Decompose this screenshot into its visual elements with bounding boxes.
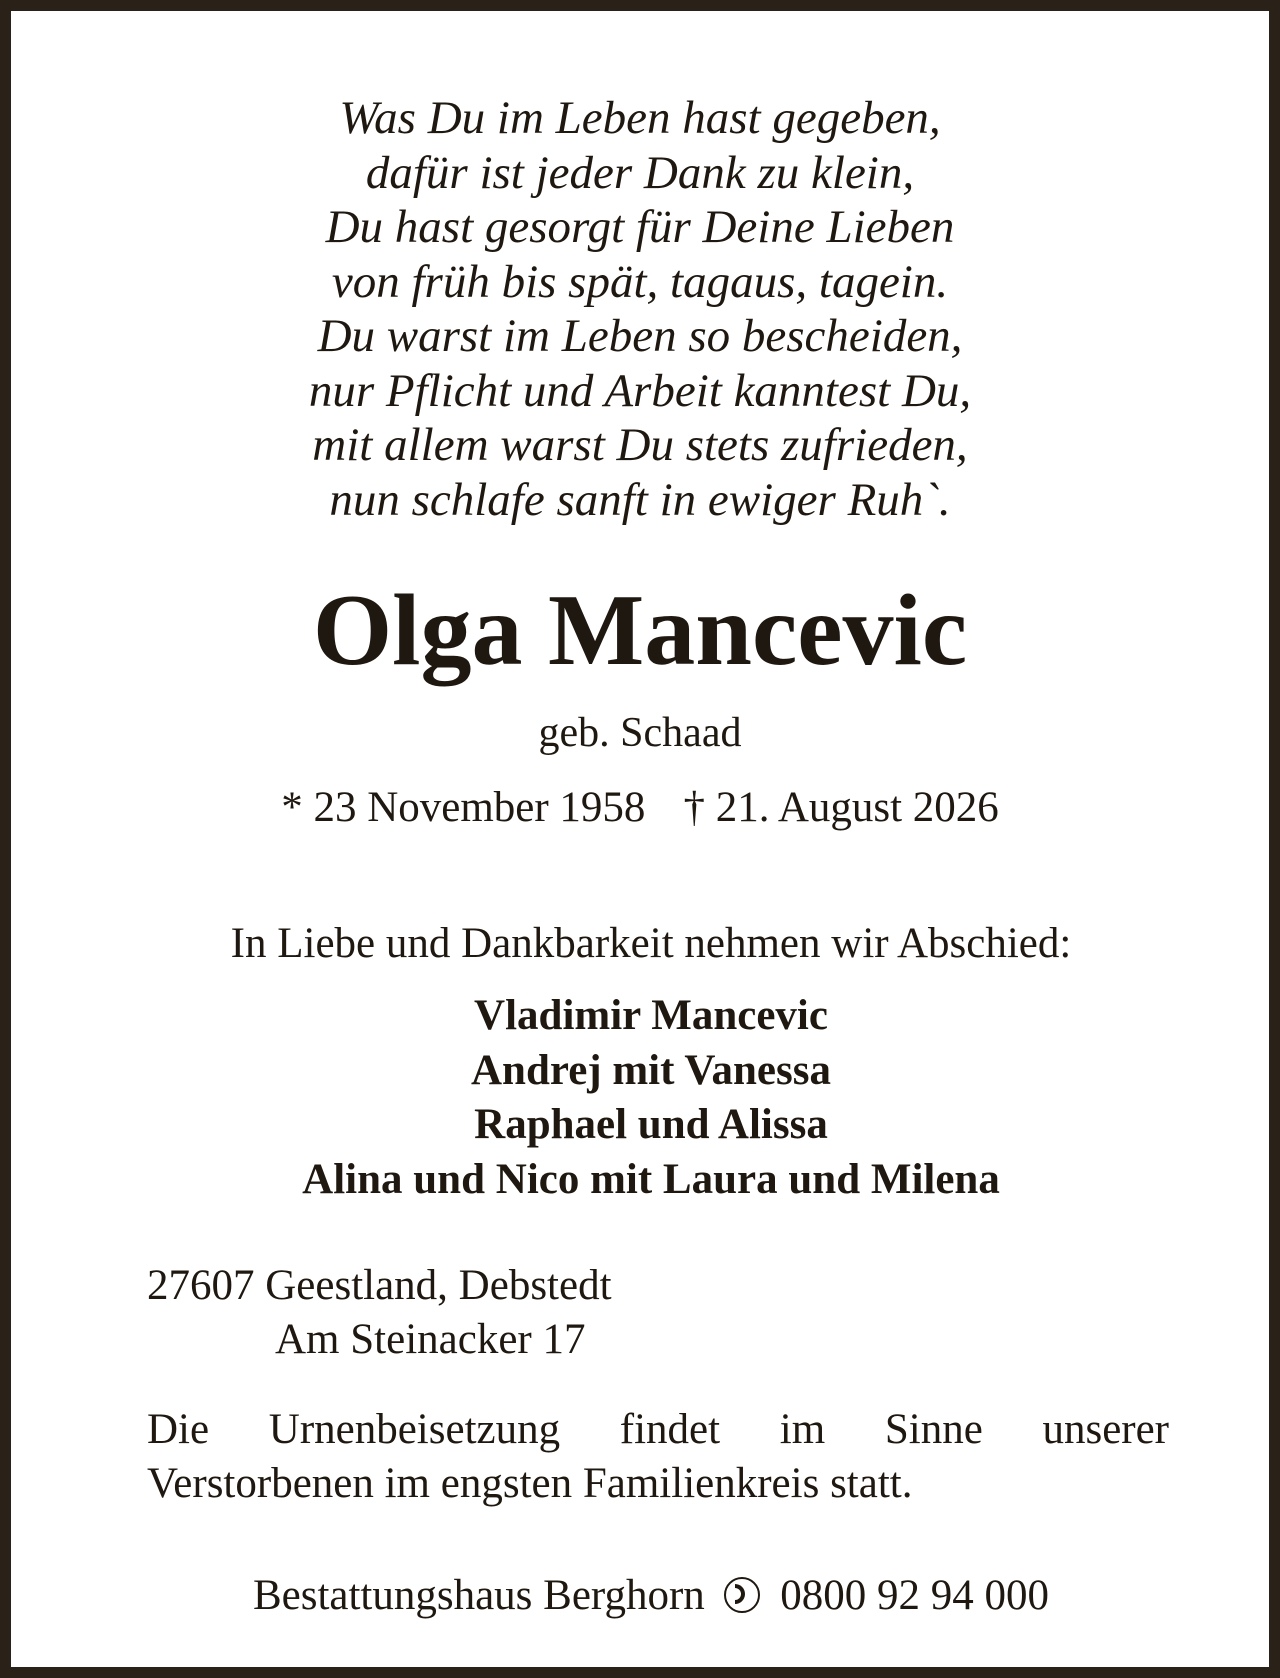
notice-line: Die Urnenbeisetzung findet im Sinne unserer xyxy=(147,1406,1169,1453)
mourner-name: Vladimir Mancevic xyxy=(474,992,828,1039)
undertaker-contact xyxy=(11,1569,1280,1623)
address-city: 27607 Geestland, Debstedt xyxy=(147,1262,612,1309)
poem-line: von früh bis spät, tagaus, tagein. xyxy=(331,255,949,308)
address-street: Am Steinacker 17 xyxy=(275,1316,586,1363)
phone-icon xyxy=(724,1577,760,1613)
undertaker-phone: 0800 92 94 000 xyxy=(780,1572,1050,1619)
poem-line: nun schlafe sanft in ewiger Ruh`. xyxy=(329,473,951,526)
memorial-poem xyxy=(11,91,1269,527)
poem-line: mit allem warst Du stets zufrieden, xyxy=(312,419,968,471)
maiden-name: geb. Schaad xyxy=(538,710,742,756)
notice-line: Verstorbenen im engsten Familienkreis statt. xyxy=(147,1460,913,1507)
farewell-text: In Liebe und Dankbarkeit nehmen wir Abschied: xyxy=(230,920,1072,967)
poem-line: Was Du im Leben hast gegeben, xyxy=(339,92,941,144)
poem-line: Du warst im Leben so bescheiden, xyxy=(317,310,963,362)
undertaker-name: Bestattungshaus Berghorn xyxy=(252,1572,705,1619)
death-date: † 21. August 2026 xyxy=(683,784,999,831)
poem-line: Du hast gesorgt für Deine Lieben xyxy=(325,201,955,253)
mourner-name: Andrej mit Vanessa xyxy=(471,1046,831,1094)
birth-date: * 23 November 1958 xyxy=(281,784,646,831)
burial-notice xyxy=(147,1403,1169,1511)
mourner-list xyxy=(11,989,1280,1207)
mourner-name: Alina und Nico mit Laura und Milena xyxy=(302,1155,1000,1203)
poem-line: dafür ist jeder Dank zu klein, xyxy=(365,146,915,199)
deceased-name: Olga Mancevic xyxy=(312,574,968,687)
life-dates xyxy=(11,781,1269,835)
mourner-name: Raphael und Alissa xyxy=(474,1101,828,1148)
poem-line: nur Pflicht und Arbeit kanntest Du, xyxy=(308,364,972,417)
